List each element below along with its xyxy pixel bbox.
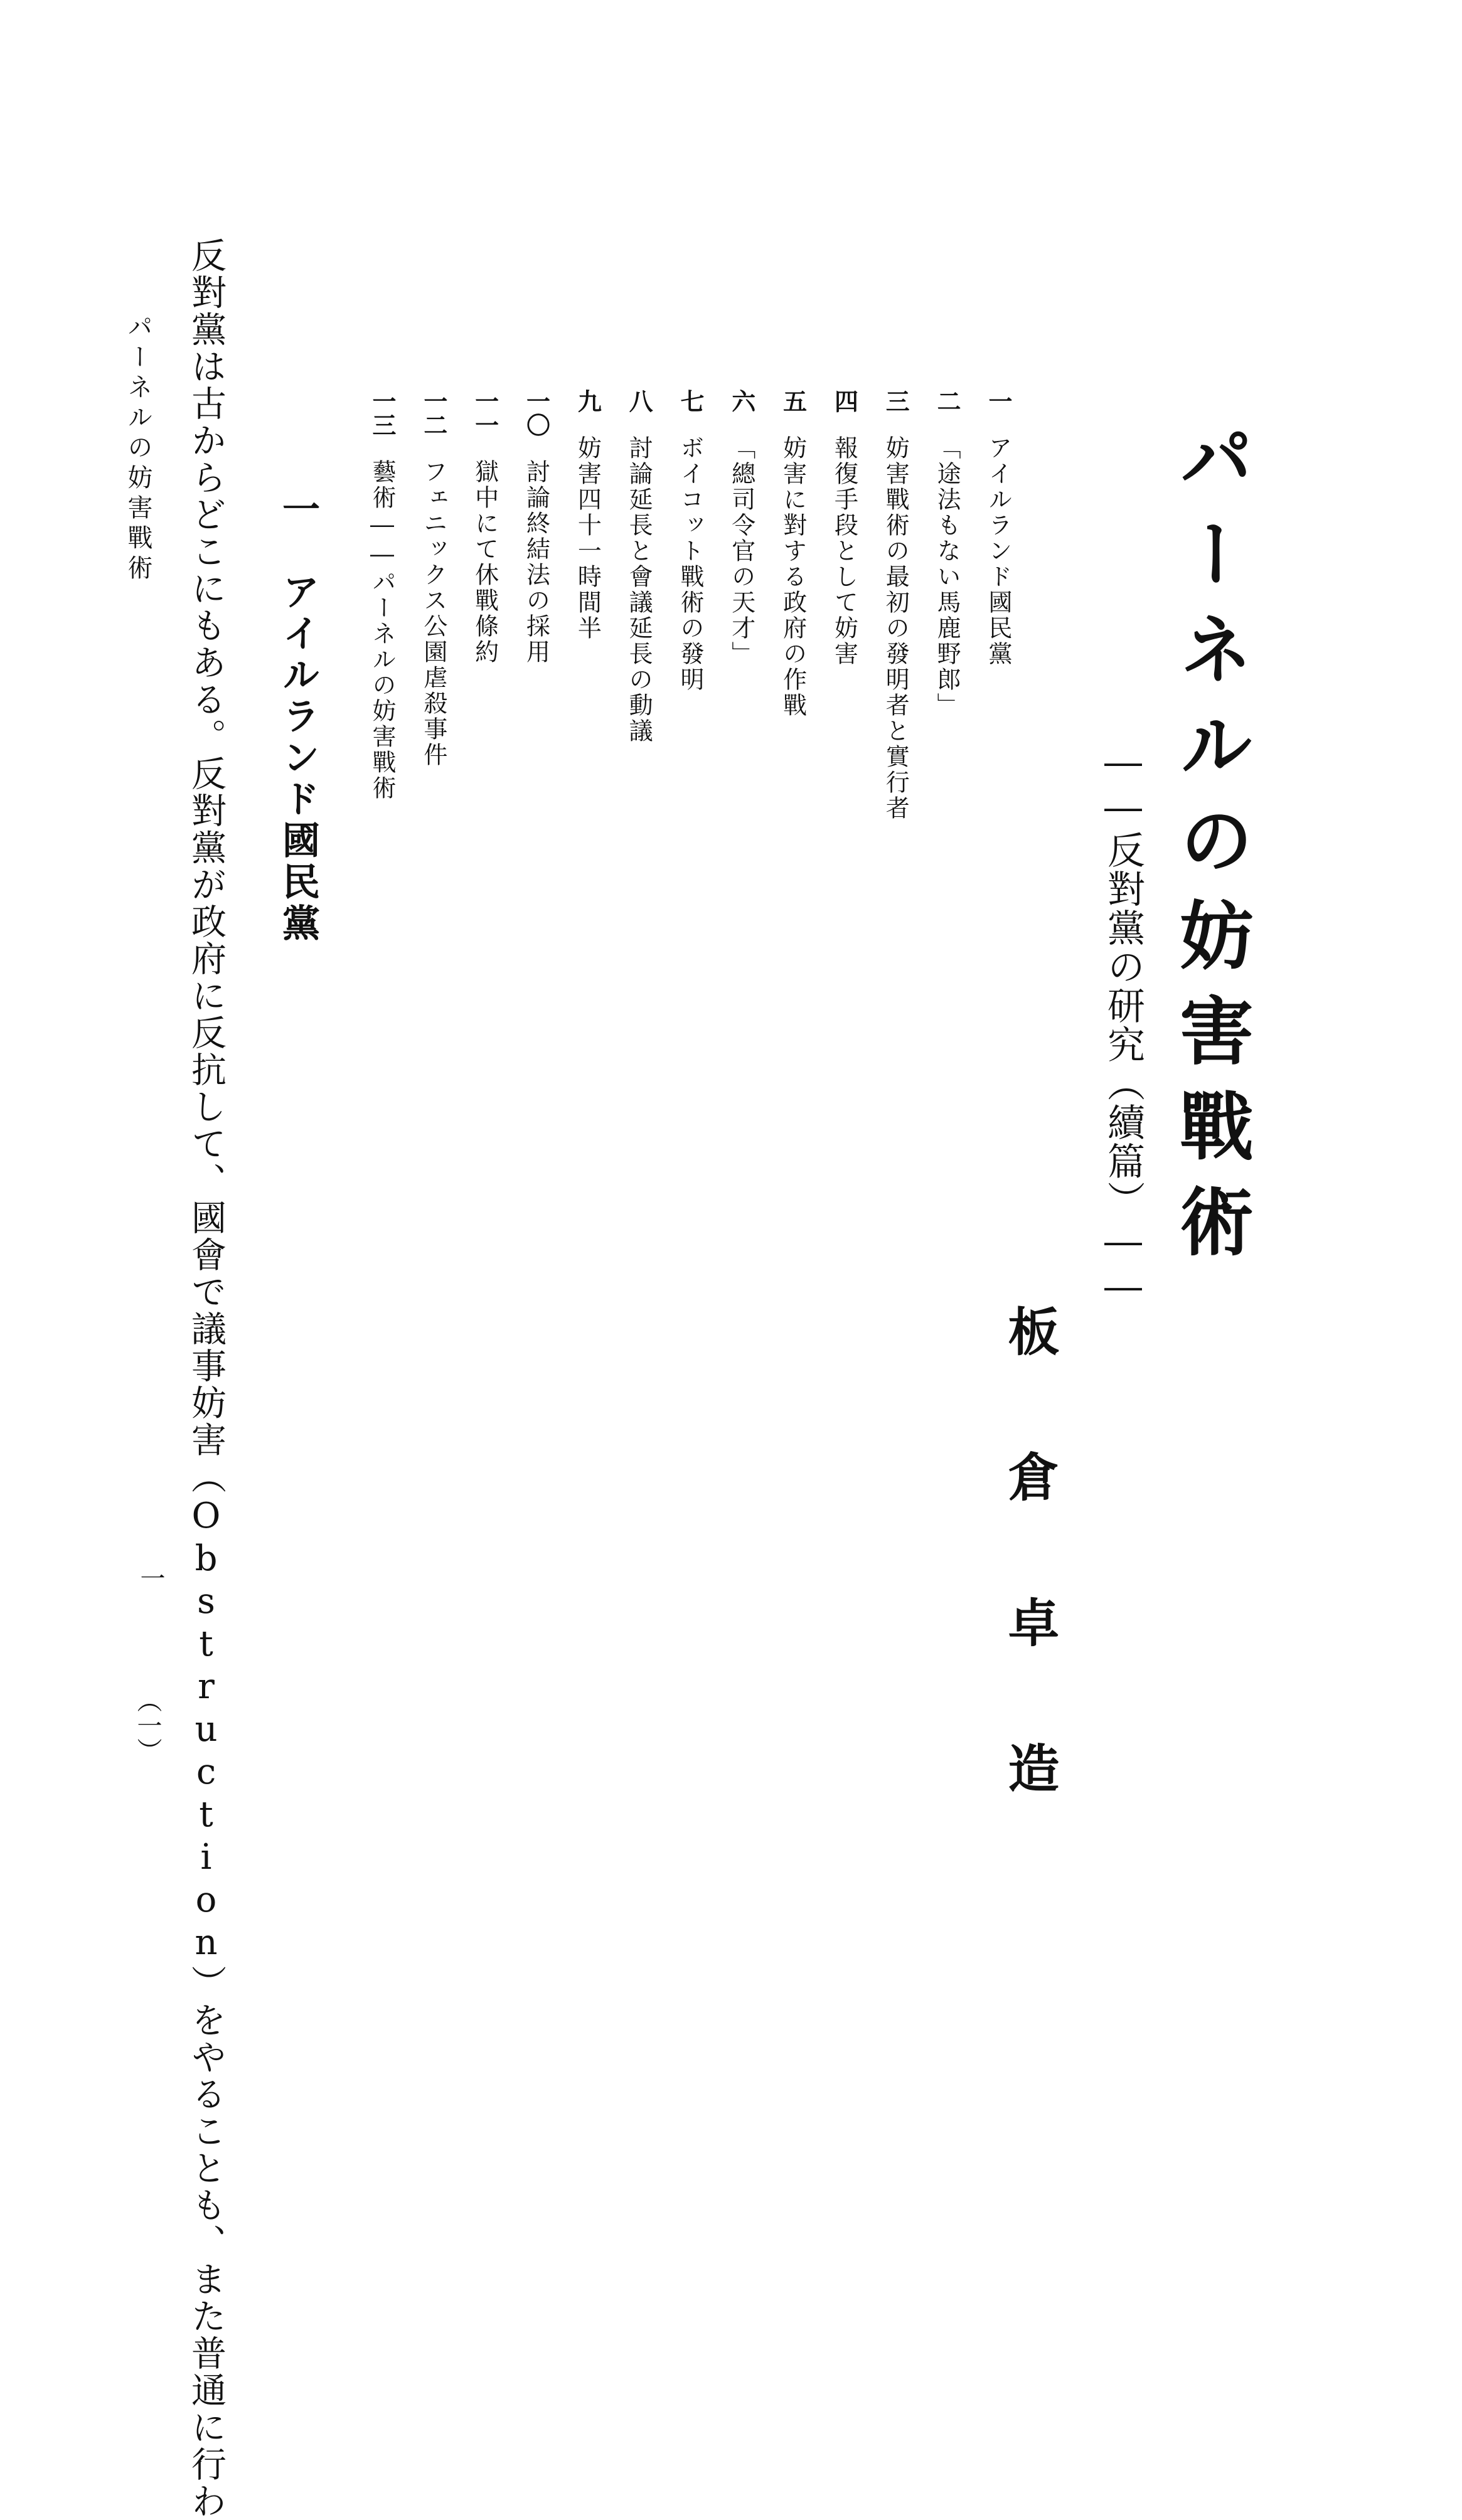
toc-item-number: 一一 [471, 389, 499, 437]
toc-item-title: 討論終結法の採用 [522, 459, 550, 665]
toc-item-number: 九 [574, 389, 602, 413]
toc-item [727, 389, 756, 891]
toc-item-title: 藝術――パーネルの妨害戰術 [368, 459, 396, 801]
toc-item [933, 389, 962, 891]
author-name: 板倉卓造 [1000, 1305, 1060, 1887]
page-number-parenthesized: （一） [133, 1688, 162, 1763]
toc-item [574, 389, 602, 891]
toc-item-number: 六 [727, 389, 756, 413]
toc-item-number: 五 [779, 389, 808, 413]
toc-item-number: 七 [676, 389, 705, 413]
toc-item-number: 一二 [419, 389, 448, 437]
toc-item-title: 「途法もない馬鹿野郎」 [933, 435, 961, 718]
toc-item-title: 妨害四十一時間半 [574, 435, 602, 641]
toc-item [676, 389, 705, 891]
toc-item-title: 報復手段として妨害 [830, 435, 858, 667]
section-heading: 一 アイルランド國民黨 [276, 489, 320, 945]
toc-item-number: 四 [830, 389, 859, 413]
table-of-contents [368, 389, 1013, 891]
toc-item-title: アイルランド國民黨 [984, 435, 1012, 667]
toc-item-number: 一三 [368, 389, 397, 437]
toc-item-title: 獄中にて休戰條約 [471, 459, 499, 665]
toc-item [473, 389, 497, 891]
toc-item [522, 389, 551, 891]
body-paragraph: 反對黨は古からどこにもある。反對黨が政府に反抗して、國會で議事妨害（Obstruction）をやることも、また普通に行わ [186, 237, 227, 2520]
toc-item [984, 389, 1013, 891]
toc-item-number: 一〇 [522, 389, 551, 437]
page-number: 一 [136, 1565, 165, 1590]
toc-item-title: フェニックス公園虐殺事件 [419, 459, 447, 768]
toc-item-number: 一 [984, 389, 1013, 413]
toc-item [419, 389, 448, 891]
toc-item-title: 「總司令官の天才」 [727, 435, 755, 667]
toc-item-title: ボイコット戰術の發明 [676, 435, 704, 693]
toc-item-title: 討論延長と會議延長の動議 [625, 435, 653, 744]
toc-item [368, 389, 397, 891]
toc-item [882, 389, 910, 891]
toc-item-title: 妨害戰術の最初の發明者と實行者 [882, 435, 910, 821]
toc-item-title: 妨害に對する政府の作戰 [779, 435, 807, 718]
toc-item [779, 389, 808, 891]
article-subtitle: ――反對黨の研究（續篇）―― [1101, 740, 1145, 1310]
article-title: パーネルの妨害戰術 [1167, 420, 1254, 1279]
toc-item-number: 二 [933, 389, 962, 413]
running-head: パーネルの妨害戰術 [124, 314, 152, 585]
toc-item [830, 389, 859, 891]
toc-item [625, 389, 654, 891]
toc-item-number: 八 [625, 389, 654, 413]
toc-item-number: 三 [882, 389, 910, 413]
